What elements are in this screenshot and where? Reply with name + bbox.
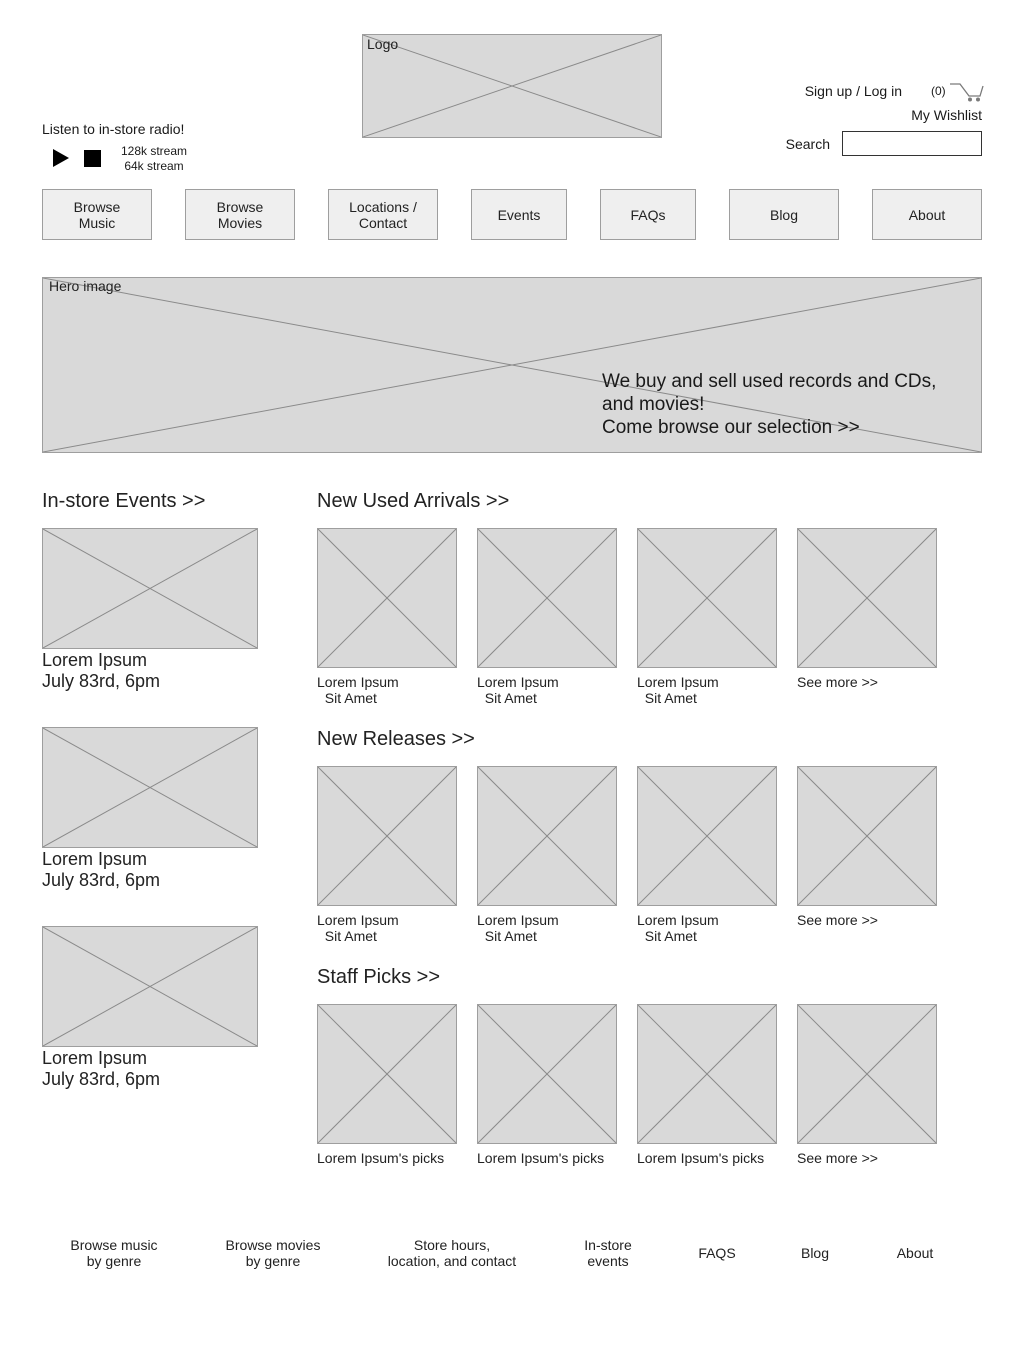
product-image[interactable] xyxy=(477,766,617,906)
nav-label: About xyxy=(908,206,946,223)
image-placeholder-icon xyxy=(318,767,456,905)
product-caption[interactable]: Lorem Ipsum's picks xyxy=(637,1150,765,1166)
product-image[interactable] xyxy=(317,766,457,906)
product-image[interactable] xyxy=(317,528,457,668)
nav-label: Browse Music xyxy=(73,198,121,231)
play-button[interactable] xyxy=(52,149,70,167)
event-name: Lorem Ipsum xyxy=(42,1048,148,1068)
nav-blog-button[interactable] xyxy=(729,189,839,240)
nav-browse-music-button[interactable] xyxy=(42,189,152,240)
product-image[interactable] xyxy=(637,766,777,906)
nav-label: Browse Movies xyxy=(216,198,264,231)
image-placeholder-icon xyxy=(478,1005,616,1143)
event-date: July 83rd, 6pm xyxy=(42,870,161,890)
cart-count[interactable]: (0) xyxy=(931,84,946,98)
event-date: July 83rd, 6pm xyxy=(42,1069,161,1089)
hero-label: Hero image xyxy=(49,278,122,294)
see-more-link[interactable]: See more >> xyxy=(797,912,878,928)
event-name: Lorem Ipsum xyxy=(42,650,148,670)
image-placeholder-icon xyxy=(638,767,776,905)
image-placeholder-icon xyxy=(43,927,257,1046)
event-image[interactable] xyxy=(42,926,258,1047)
image-placeholder-icon xyxy=(43,728,257,847)
see-more-link[interactable]: See more >> xyxy=(797,674,878,690)
footer-link-browse-music[interactable]: Browse music by genre xyxy=(70,1237,158,1269)
play-icon xyxy=(52,149,70,167)
stop-icon xyxy=(84,150,101,167)
hero-line-2: and movies! xyxy=(602,394,705,415)
logo-placeholder[interactable] xyxy=(362,34,662,138)
signup-login-link[interactable]: Sign up / Log in xyxy=(804,83,902,99)
nav-events-button[interactable] xyxy=(471,189,567,240)
stop-button[interactable] xyxy=(84,150,101,167)
see-more-link[interactable]: See more >> xyxy=(797,1150,878,1166)
nav-faqs-button[interactable] xyxy=(600,189,696,240)
image-placeholder-icon xyxy=(478,529,616,667)
search-label: Search xyxy=(785,136,830,152)
logo-label: Logo xyxy=(367,36,399,52)
image-placeholder-icon xyxy=(798,529,936,667)
hero-line-3: Come browse our selection >> xyxy=(602,417,860,438)
product-caption[interactable]: Lorem Ipsum Sit Amet xyxy=(317,912,399,944)
image-placeholder-icon xyxy=(318,1005,456,1143)
image-placeholder-icon xyxy=(478,767,616,905)
event-date: July 83rd, 6pm xyxy=(42,671,161,691)
stream-64k-link[interactable]: 64k stream xyxy=(124,159,184,173)
event-image[interactable] xyxy=(42,528,258,649)
image-placeholder-icon xyxy=(43,529,257,648)
footer-link-faqs[interactable]: FAQS xyxy=(698,1245,736,1261)
image-placeholder-icon xyxy=(798,1005,936,1143)
product-caption[interactable]: Lorem Ipsum Sit Amet xyxy=(637,674,719,706)
see-more-image[interactable] xyxy=(797,528,937,668)
footer-link-browse-movies[interactable]: Browse movies by genre xyxy=(225,1237,321,1269)
stream-128k-link[interactable]: 128k stream xyxy=(120,144,188,158)
nav-locations-contact-button[interactable] xyxy=(328,189,438,240)
product-caption[interactable]: Lorem Ipsum Sit Amet xyxy=(317,674,399,706)
image-placeholder-icon xyxy=(638,1005,776,1143)
search-input[interactable] xyxy=(842,131,982,156)
see-more-image[interactable] xyxy=(797,766,937,906)
footer-link-events[interactable]: In-store events xyxy=(584,1237,632,1269)
see-more-image[interactable] xyxy=(797,1004,937,1144)
nav-about-button[interactable] xyxy=(872,189,982,240)
product-caption[interactable]: Lorem Ipsum Sit Amet xyxy=(637,912,719,944)
product-image[interactable] xyxy=(477,528,617,668)
hero-tagline[interactable] xyxy=(602,370,936,439)
event-image[interactable] xyxy=(42,727,258,848)
radio-title: Listen to in-store radio! xyxy=(42,121,185,137)
product-image[interactable] xyxy=(317,1004,457,1144)
cart-icon xyxy=(950,82,984,102)
product-caption[interactable]: Lorem Ipsum's picks xyxy=(317,1150,445,1166)
section-title-link[interactable]: New Used Arrivals >> xyxy=(317,490,510,512)
section-title-link[interactable]: Staff Picks >> xyxy=(317,966,441,988)
nav-label: Locations / Contact xyxy=(349,198,417,231)
product-caption[interactable]: Lorem Ipsum's picks xyxy=(477,1150,605,1166)
product-image[interactable] xyxy=(637,528,777,668)
nav-label: Blog xyxy=(769,206,799,223)
image-placeholder-icon xyxy=(638,529,776,667)
footer-link-store-hours[interactable]: Store hours, location, and contact xyxy=(387,1237,517,1269)
section-title-link[interactable]: New Releases >> xyxy=(317,728,475,750)
image-placeholder-icon xyxy=(318,529,456,667)
wishlist-link[interactable]: My Wishlist xyxy=(911,107,982,123)
nav-browse-movies-button[interactable] xyxy=(185,189,295,240)
cart-button[interactable] xyxy=(950,82,984,102)
event-name: Lorem Ipsum xyxy=(42,849,148,869)
image-placeholder-icon xyxy=(363,35,661,137)
nav-label: FAQs xyxy=(630,206,666,223)
product-image[interactable] xyxy=(477,1004,617,1144)
nav-label: Events xyxy=(497,206,541,223)
footer-link-blog[interactable]: Blog xyxy=(800,1245,830,1261)
image-placeholder-icon xyxy=(798,767,936,905)
hero-line-1: We buy and sell used records and CDs, xyxy=(602,371,937,392)
hero-image[interactable] xyxy=(42,277,982,453)
product-caption[interactable]: Lorem Ipsum Sit Amet xyxy=(477,912,559,944)
footer-link-about[interactable]: About xyxy=(896,1245,934,1261)
product-caption[interactable]: Lorem Ipsum Sit Amet xyxy=(477,674,559,706)
events-title-link[interactable]: In-store Events >> xyxy=(42,490,206,512)
product-image[interactable] xyxy=(637,1004,777,1144)
